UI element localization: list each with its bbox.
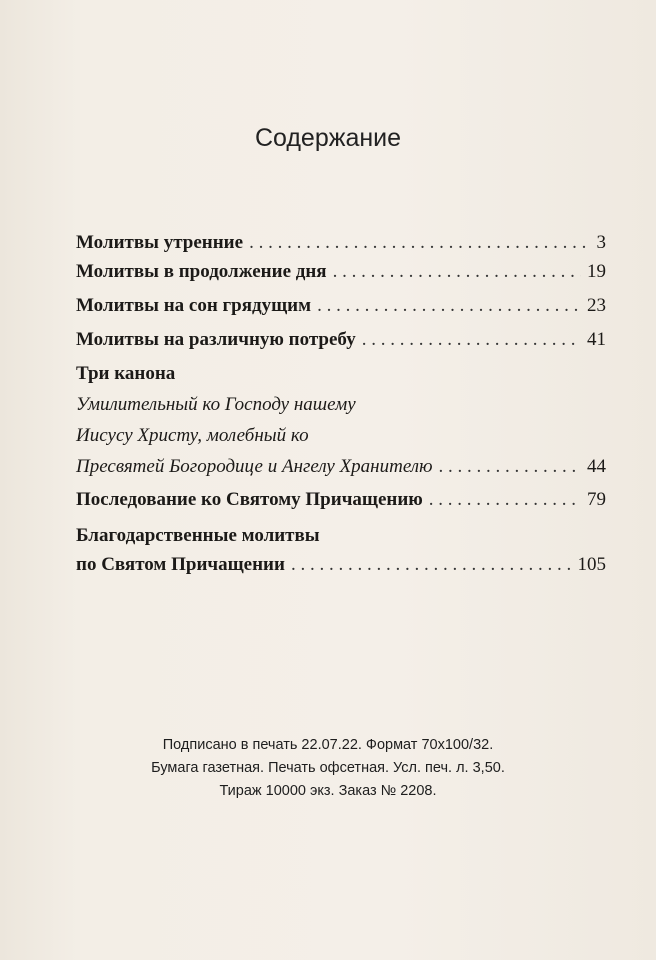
toc-page-number: 19 — [587, 261, 606, 282]
toc-entry-thanksgiving-prayers — [76, 521, 606, 579]
dot-leader — [438, 451, 581, 482]
toc-subline: Пресвятей Богородице и Ангелу Хранителю — [76, 456, 433, 477]
dot-leader — [362, 327, 581, 353]
toc-page-number: 44 — [587, 456, 606, 477]
toc-entry-label: Благодарственные молитвы — [76, 525, 320, 546]
toc-entry-morning-prayers — [76, 230, 606, 256]
imprint-line: Бумага газетная. Печать офсетная. Усл. печ. л. 3,50. — [151, 760, 505, 776]
toc-entry-communion-preparation — [76, 487, 606, 513]
toc-entry-evening-prayers — [76, 293, 606, 319]
toc-entry-label: Молитвы на различную потребу — [76, 329, 356, 350]
toc-entry-label: по Святом Причащении — [76, 554, 285, 575]
toc-entry-label: Последование ко Святому Причащению — [76, 489, 423, 510]
toc-entry-day-prayers — [76, 259, 606, 285]
toc-page-number: 23 — [587, 295, 606, 316]
toc-section-heading: Три канона — [76, 363, 176, 384]
toc-page-number: 3 — [596, 232, 606, 253]
dot-leader — [429, 487, 581, 513]
toc-subline: Умилительный ко Господу нашему — [76, 394, 356, 415]
toc-entry-various-needs — [76, 327, 606, 353]
toc-subline: Иисусу Христу, молебный ко — [76, 425, 309, 446]
toc-entry-three-canons — [76, 358, 606, 482]
dot-leader — [333, 259, 581, 285]
dot-leader — [317, 293, 581, 319]
imprint-line: Подписано в печать 22.07.22. Формат 70х100/32. — [162, 737, 494, 753]
toc-entry-label: Молитвы в продолжение дня — [76, 261, 327, 282]
toc-entry-label: Молитвы на сон грядущим — [76, 295, 312, 316]
toc-page-number: 105 — [577, 554, 606, 575]
imprint-line: Тираж 10000 экз. Заказ № 2208. — [219, 783, 437, 799]
toc-page-number: 41 — [587, 329, 606, 350]
dot-leader — [249, 230, 590, 256]
page-title: Содержание — [254, 124, 402, 152]
dot-leader — [291, 550, 572, 579]
toc-entry-label: Молитвы утренние — [76, 232, 244, 253]
toc-page-number: 79 — [587, 489, 606, 510]
